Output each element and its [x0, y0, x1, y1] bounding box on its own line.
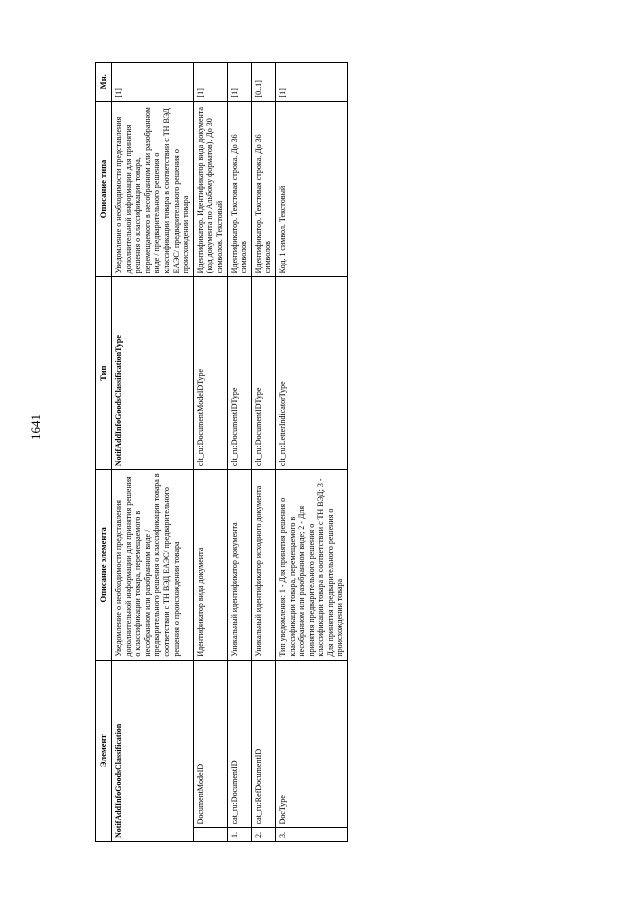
- cell-num-empty: [193, 828, 227, 842]
- cell-element: DocType: [275, 660, 347, 828]
- cell-mult: [1]: [193, 63, 227, 102]
- table-row: [251, 63, 275, 842]
- cell-mult: [1]: [112, 63, 194, 102]
- cell-mult: [0..1]: [251, 63, 275, 102]
- header-mult: Мн.: [96, 63, 112, 102]
- table-row: [227, 63, 251, 842]
- cell-type: clt_ru:DocumentIDType: [227, 277, 251, 470]
- header-element: Элемент: [96, 660, 112, 841]
- cell-type: clt_ru:LetterIndicatorType: [275, 277, 347, 470]
- cell-mult: [1]: [275, 63, 347, 102]
- cell-num: 3.: [275, 828, 347, 842]
- cell-num: 1.: [227, 828, 251, 842]
- cell-element: cat_ru:RefDocumentID: [251, 660, 275, 828]
- table-header-row: [96, 63, 112, 842]
- header-element-desc: Описание элемента: [96, 470, 112, 660]
- cell-element-desc: Уведомление о необходимости представления дополнительной информации для принятия решения о классификации товара, перемещаемого в несобранном или разобранном виде / предварительного решения о классификации товара в соответствии с ТН ВЭД ЕАЭС/ предварительного решения о происхождении товара: [112, 470, 194, 660]
- table-row: [275, 63, 347, 842]
- cell-element-desc: Тип уведомления: 1 - Для принятия решения о классификации товара, перемещаемого в несобранном или разобранном виде; 2 - Для принятия предварительного решения о классификации товара в соответствии с ТН ВЭД; 3 - Для принятия предварительного решения о происхождении товара: [275, 470, 347, 660]
- cell-type: NotifAddInfoGoodsClassificationType: [112, 277, 194, 470]
- cell-element-desc: Уникальный идентификатор документа: [227, 470, 251, 660]
- cell-type: clt_ru:DocumentIDType: [251, 277, 275, 470]
- rotated-table-container: [95, 62, 525, 842]
- cell-type-desc: Уведомление о необходимости представления дополнительной информации для принятия решения о классификации товара, перемещаемого в несобранном или разобранном виде / предварительного решения о классификации товара в соответствии с ТН ВЭД ЕАЭС/ предварительного решения о происхождении товара: [112, 101, 194, 277]
- cell-type-desc: Идентификатор. Текстовая строка. До 36 символов: [251, 101, 275, 277]
- header-type-desc: Описание типа: [96, 101, 112, 277]
- cell-element-desc: Уникальный идентификатор исходного документа: [251, 470, 275, 660]
- header-type: Тип: [96, 277, 112, 470]
- cell-element: DocumentModeID: [193, 660, 227, 828]
- cell-type-desc: Идентификатор. Текстовая строка. До 36 символов: [227, 101, 251, 277]
- cell-type-desc: Идентификатор. Идентификатор вида документа (код документа по Альбому форматов). До 30 символов. Текстовый: [193, 101, 227, 277]
- cell-element: NotifAddInfoGoodsClassification: [112, 660, 194, 841]
- table-row-model: [193, 63, 227, 842]
- elements-table: [95, 62, 348, 842]
- cell-type-desc: Код. 1 символ. Текстовый: [275, 101, 347, 277]
- cell-element-desc: Идентификатор вида документа: [193, 470, 227, 660]
- cell-element: cat_ru:DocumentID: [227, 660, 251, 828]
- cell-type: clt_ru:DocumentModeIDType: [193, 277, 227, 470]
- table-row-main: [112, 63, 194, 842]
- cell-mult: [1]: [227, 63, 251, 102]
- cell-num: 2.: [251, 828, 275, 842]
- page-number: 1641: [28, 414, 43, 440]
